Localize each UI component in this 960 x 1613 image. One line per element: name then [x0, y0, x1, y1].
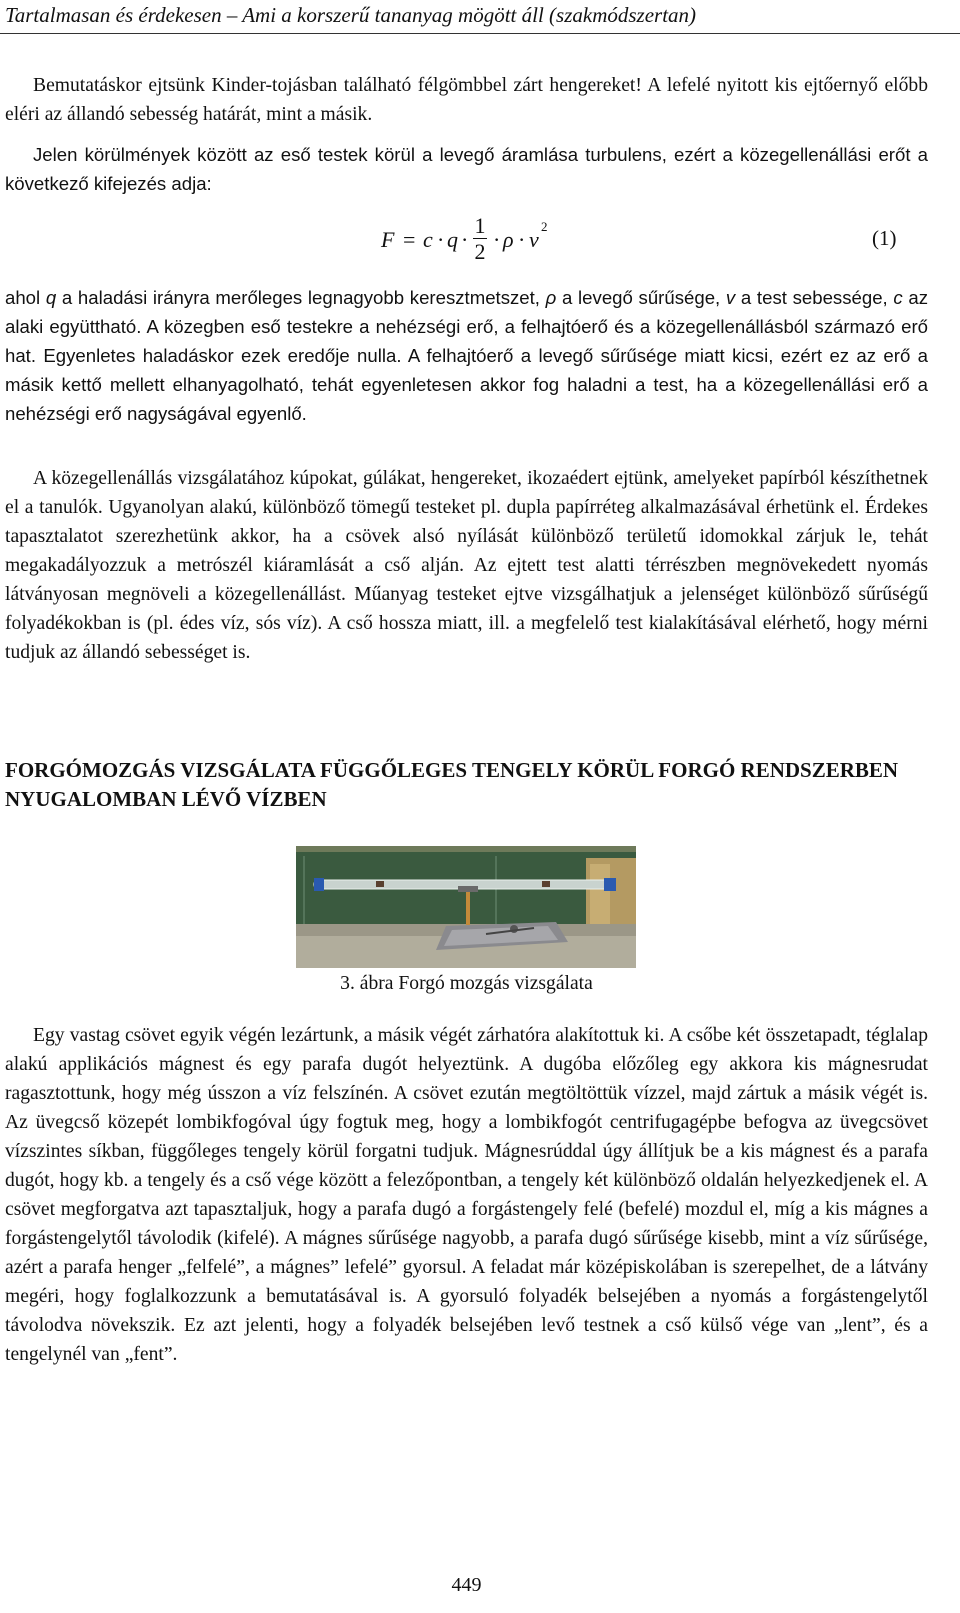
running-title: Tartalmasan és érdekesen – Ami a korszerű tananyag mögött áll (szakmódszertan) — [5, 3, 697, 27]
fraction-numerator: 1 — [474, 213, 486, 238]
drag-force-formula — [375, 215, 555, 275]
running-header — [0, 0, 960, 34]
formula-fraction — [472, 214, 488, 265]
fraction-denominator: 2 — [474, 239, 486, 264]
section-title: FORGÓMOZGÁS VIZSGÁLATA FÜGGŐLEGES TENGELY KÖRÜL FORGÓ RENDSZERBEN NYUGALOMBAN LÉVŐ VÍZBEN — [5, 758, 899, 811]
equation-number: (1) — [872, 226, 897, 250]
formula-dot-1: · — [437, 227, 445, 252]
paragraph-turbulent: Jelen körülmények között az eső testek körül a levegő áramlása turbulens, ezért a közegellenállási erőt a következő kifejezés adja: — [5, 144, 928, 194]
formula-v: v — [529, 227, 539, 252]
paragraph-kinder: Bemutatáskor ejtsünk Kinder-tojásban található félgömbbel zárt hengereket! A lefelé nyitott kis ejtőernyő előbb eléri az állandó sebesség határát, mint a másik. — [5, 75, 928, 125]
figure-rotating-tube-photo — [296, 846, 636, 968]
formula-dot-2: · — [461, 227, 469, 252]
formula-dot-3: · — [493, 227, 501, 252]
formula-lhs: F — [381, 227, 395, 252]
paragraph-experiment-shapes: A közegellenállás vizsgálatához kúpokat, gúlákat, hengereket, ikozaédert ejtünk, amelyeket papírból készíthetnek el a tanulók. Ugyanolyan alakú, különböző tömegű testeket pl. dupla papírréteg alkalmazásával érhetünk el. Érdekes tapasztalatot szerezhetünk akkor, ha a csövek alsó nyílását különböző területű idomokkal zárjuk le, tehát megakadályozzuk a metrószél kiáramlását a cső alján. Az ejtett test alatti térrészben megnövekedett nyomás látványosan megnöveli a közegellenállást. Műanyag testeket ejtve vizsgálhatjuk a jelenséget különböző sűrűségű folyadékokban is (pl. édes víz, sós víz). A cső hossza miatt, ill. a megfelelő test kialakításával elérhető, hogy mérni tudjuk az állandó sebességet is. — [5, 468, 928, 663]
paragraph-rotation-experiment: Egy vastag csövet egyik végén lezártunk, a másik végét zárhatóra alakítottuk ki. A csőbe két összetapadt, téglalap alakú applikációs mágnest és egy parafa dugót helyeztünk. A dugóba előzőleg egy akkora kis mágnesrudat ragasztottunk, hogy még ússzon a víz felszínén. A csövet ezután megtöltöttük vízzel, majd zártuk a másik végét is. Az üvegcső közepét lombikfogóval úgy fogtuk meg, hogy a lombikfogót centrifugagépbe befogva az üvegcsövet vízszintes síkban, függőleges tengely körül forgatni tudjuk. Mágnesrúddal úgy állítjuk be a kis mágnest és a parafa dugót, hogy kb. a tengely és a cső vége között a felezőpontban, a tengely két különböző oldalán helyezkedjenek el. A csövet megforgatva azt tapasztaljuk, hogy a parafa dugó a forgástengely felé (befelé) mozdul el, míg a kis mágnes a forgástengelytől távolodik (kifelé). A mágnes sűrűsége nagyobb, a parafa dugó sűrűsége kisebb, mint a víz sűrűsége, azért a parafa henger „felfelé”, a mágnes” lefelé” gyorsul. A feladat már középiskolában is szerepelhet, de a látvány megéri, hogy foglalkozzunk a bemutatásával is. A gyorsuló folyadék belsejében a nyomás a forgástengelytől távolodva növekszik. Ez azt jelenti, hogy a folyadék belsejében levő testnek a cső külső vége van „lent”, és a tengelynél van „fent”. — [5, 1025, 928, 1365]
formula-exponent: 2 — [541, 219, 548, 234]
figure-caption: 3. ábra Forgó mozgás vizsgálata — [340, 973, 593, 994]
formula-q: q — [447, 227, 458, 252]
paragraph-drag-definitions: ahol q a haladási irányra merőleges legnagyobb keresztmetszet, ρ a levegő sűrűsége, v a test sebessége, c az alaki együttható. A közegben eső testekre a nehézségi erő, a felhajtóerő és a közegellenállásból származó erő hat. Egyenletes haladáskor ezek eredője nulla. A felhajtóerő a levegő sűrűsége miatt kicsi, ezért ez az erő a másik kettő mellett elhanyagolható, tehát egyenletesen akkor fog haladni a test, ha a közegellenállási erő a nehézségi erő nagyságával egyenlő. — [5, 287, 929, 424]
page-number: 449 — [451, 1574, 482, 1596]
formula-equals: = — [403, 227, 416, 252]
formula-rho: ρ — [503, 227, 514, 252]
rotating-tube-illustration — [296, 846, 636, 968]
formula-c: c — [423, 227, 433, 252]
formula-dot-4: · — [518, 227, 526, 252]
